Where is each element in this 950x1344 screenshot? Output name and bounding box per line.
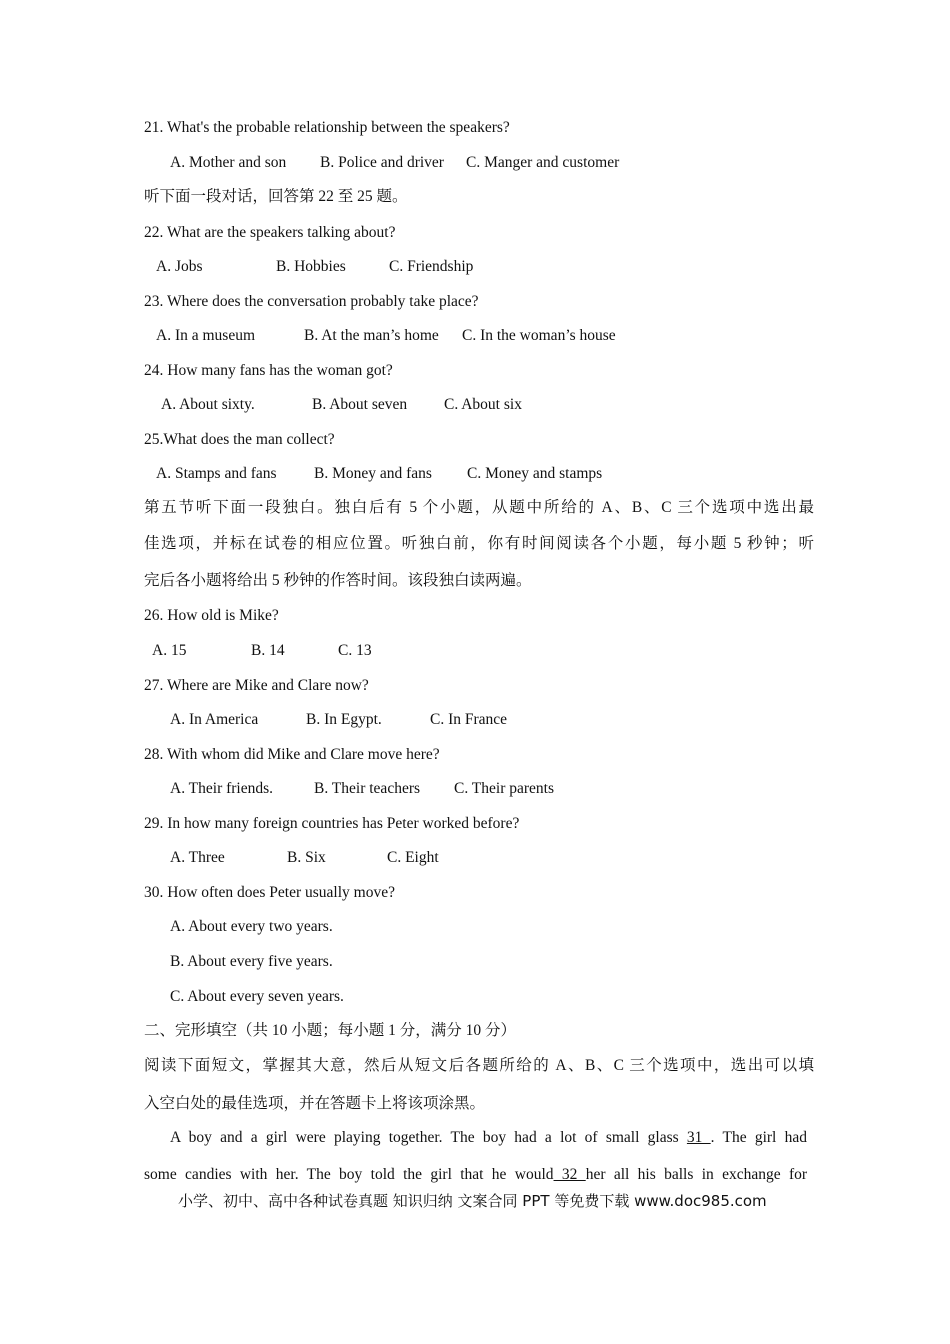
option-29-a: A. Three xyxy=(170,849,225,866)
option-22-b: B. Hobbies xyxy=(276,258,346,275)
option-21-b: B. Police and driver xyxy=(320,154,444,171)
option-24-b: B. About seven xyxy=(312,396,408,413)
option-24-a: A. About sixty. xyxy=(161,396,255,413)
section5-instruction-line-3: 完后各小题将给出 5 秒钟的作答时间。该段独白读两遍。 xyxy=(144,572,532,589)
option-25-b: B. Money and fans xyxy=(314,465,432,482)
option-28-a: A. Their friends. xyxy=(170,780,274,797)
passage-text: . The girl had xyxy=(710,1129,807,1146)
question-23: 23. Where does the conversation probably take place? xyxy=(144,293,479,310)
passage-line-1 xyxy=(170,1127,807,1149)
option-25-a: A. Stamps and fans xyxy=(156,465,277,482)
question-28: 28. With whom did Mike and Clare move here? xyxy=(144,746,440,763)
option-22-c: C. Friendship xyxy=(389,258,474,275)
option-27-a: A. In America xyxy=(170,711,259,728)
option-30-a: A. About every two years. xyxy=(170,918,333,935)
blank-31: 31 xyxy=(686,1129,711,1146)
option-24-c: C. About six xyxy=(444,396,522,413)
question-25: 25.What does the man collect? xyxy=(144,431,335,448)
option-26-b: B. 14 xyxy=(251,642,285,659)
question-29: 29. In how many foreign countries has Peter worked before? xyxy=(144,815,520,832)
option-21-a: A. Mother and son xyxy=(170,154,287,171)
question-21: 21. What's the probable relationship between the speakers? xyxy=(144,119,510,136)
question-24: 24. How many fans has the woman got? xyxy=(144,362,393,379)
option-28-c: C. Their parents xyxy=(454,780,555,797)
option-29-c: C. Eight xyxy=(387,849,439,866)
passage-text: some candies with her. The boy told the girl that he would xyxy=(144,1166,554,1183)
option-30-c: C. About every seven years. xyxy=(170,988,344,1005)
option-27-b: B. In Egypt. xyxy=(306,711,382,728)
option-28-b: B. Their teachers xyxy=(314,780,421,797)
option-22-a: A. Jobs xyxy=(156,258,203,275)
section5-instruction-line-1: 第五节听下面一段独白。独白后有 5 个小题，从题中所给的 A、B、C 三个选项中选出最 xyxy=(144,499,814,516)
passage-text: her all his balls in exchange for xyxy=(585,1166,808,1183)
option-30-b: B. About every five years. xyxy=(170,953,333,970)
part2-instruction-line-2: 入空白处的最佳选项，并在答题卡上将该项涂黑。 xyxy=(144,1095,486,1112)
footer-watermark: 小学、初中、高中各种试卷真题 知识归纳 文案合同 PPT 等免费下载 www.doc985.com xyxy=(178,1192,767,1210)
question-30: 30. How often does Peter usually move? xyxy=(144,884,395,901)
passage-line-2 xyxy=(144,1164,807,1186)
question-26: 26. How old is Mike? xyxy=(144,607,279,624)
part2-title: 二、完形填空（共 10 小题；每小题 1 分，满分 10 分） xyxy=(144,1022,517,1039)
option-26-a: A. 15 xyxy=(152,642,187,659)
question-22: 22. What are the speakers talking about? xyxy=(144,224,396,241)
section5-instruction-line-2: 佳选项，并标在试卷的相应位置。听独白前，你有时间阅读各个小题，每小题 5 秒钟；听 xyxy=(144,535,814,552)
option-23-c: C. In the woman’s house xyxy=(462,327,616,344)
option-27-c: C. In France xyxy=(430,711,508,728)
option-26-c: C. 13 xyxy=(338,642,372,659)
part2-instruction-line-1: 阅读下面短文，掌握其大意，然后从短文后各题所给的 A、B、C 三个选项中，选出可以填 xyxy=(144,1057,814,1074)
option-29-b: B. Six xyxy=(287,849,326,866)
blank-32: 32 xyxy=(553,1166,586,1183)
option-21-c: C. Manger and customer xyxy=(466,154,620,171)
option-23-a: A. In a museum xyxy=(156,327,256,344)
question-27: 27. Where are Mike and Clare now? xyxy=(144,677,369,694)
section-instruction-22-25: 听下面一段对话，回答第 22 至 25 题。 xyxy=(144,188,408,205)
option-25-c: C. Money and stamps xyxy=(467,465,603,482)
passage-text: A boy and a girl were playing together. The boy had a lot of small glass xyxy=(170,1129,679,1146)
option-23-b: B. At the man’s home xyxy=(304,327,439,344)
